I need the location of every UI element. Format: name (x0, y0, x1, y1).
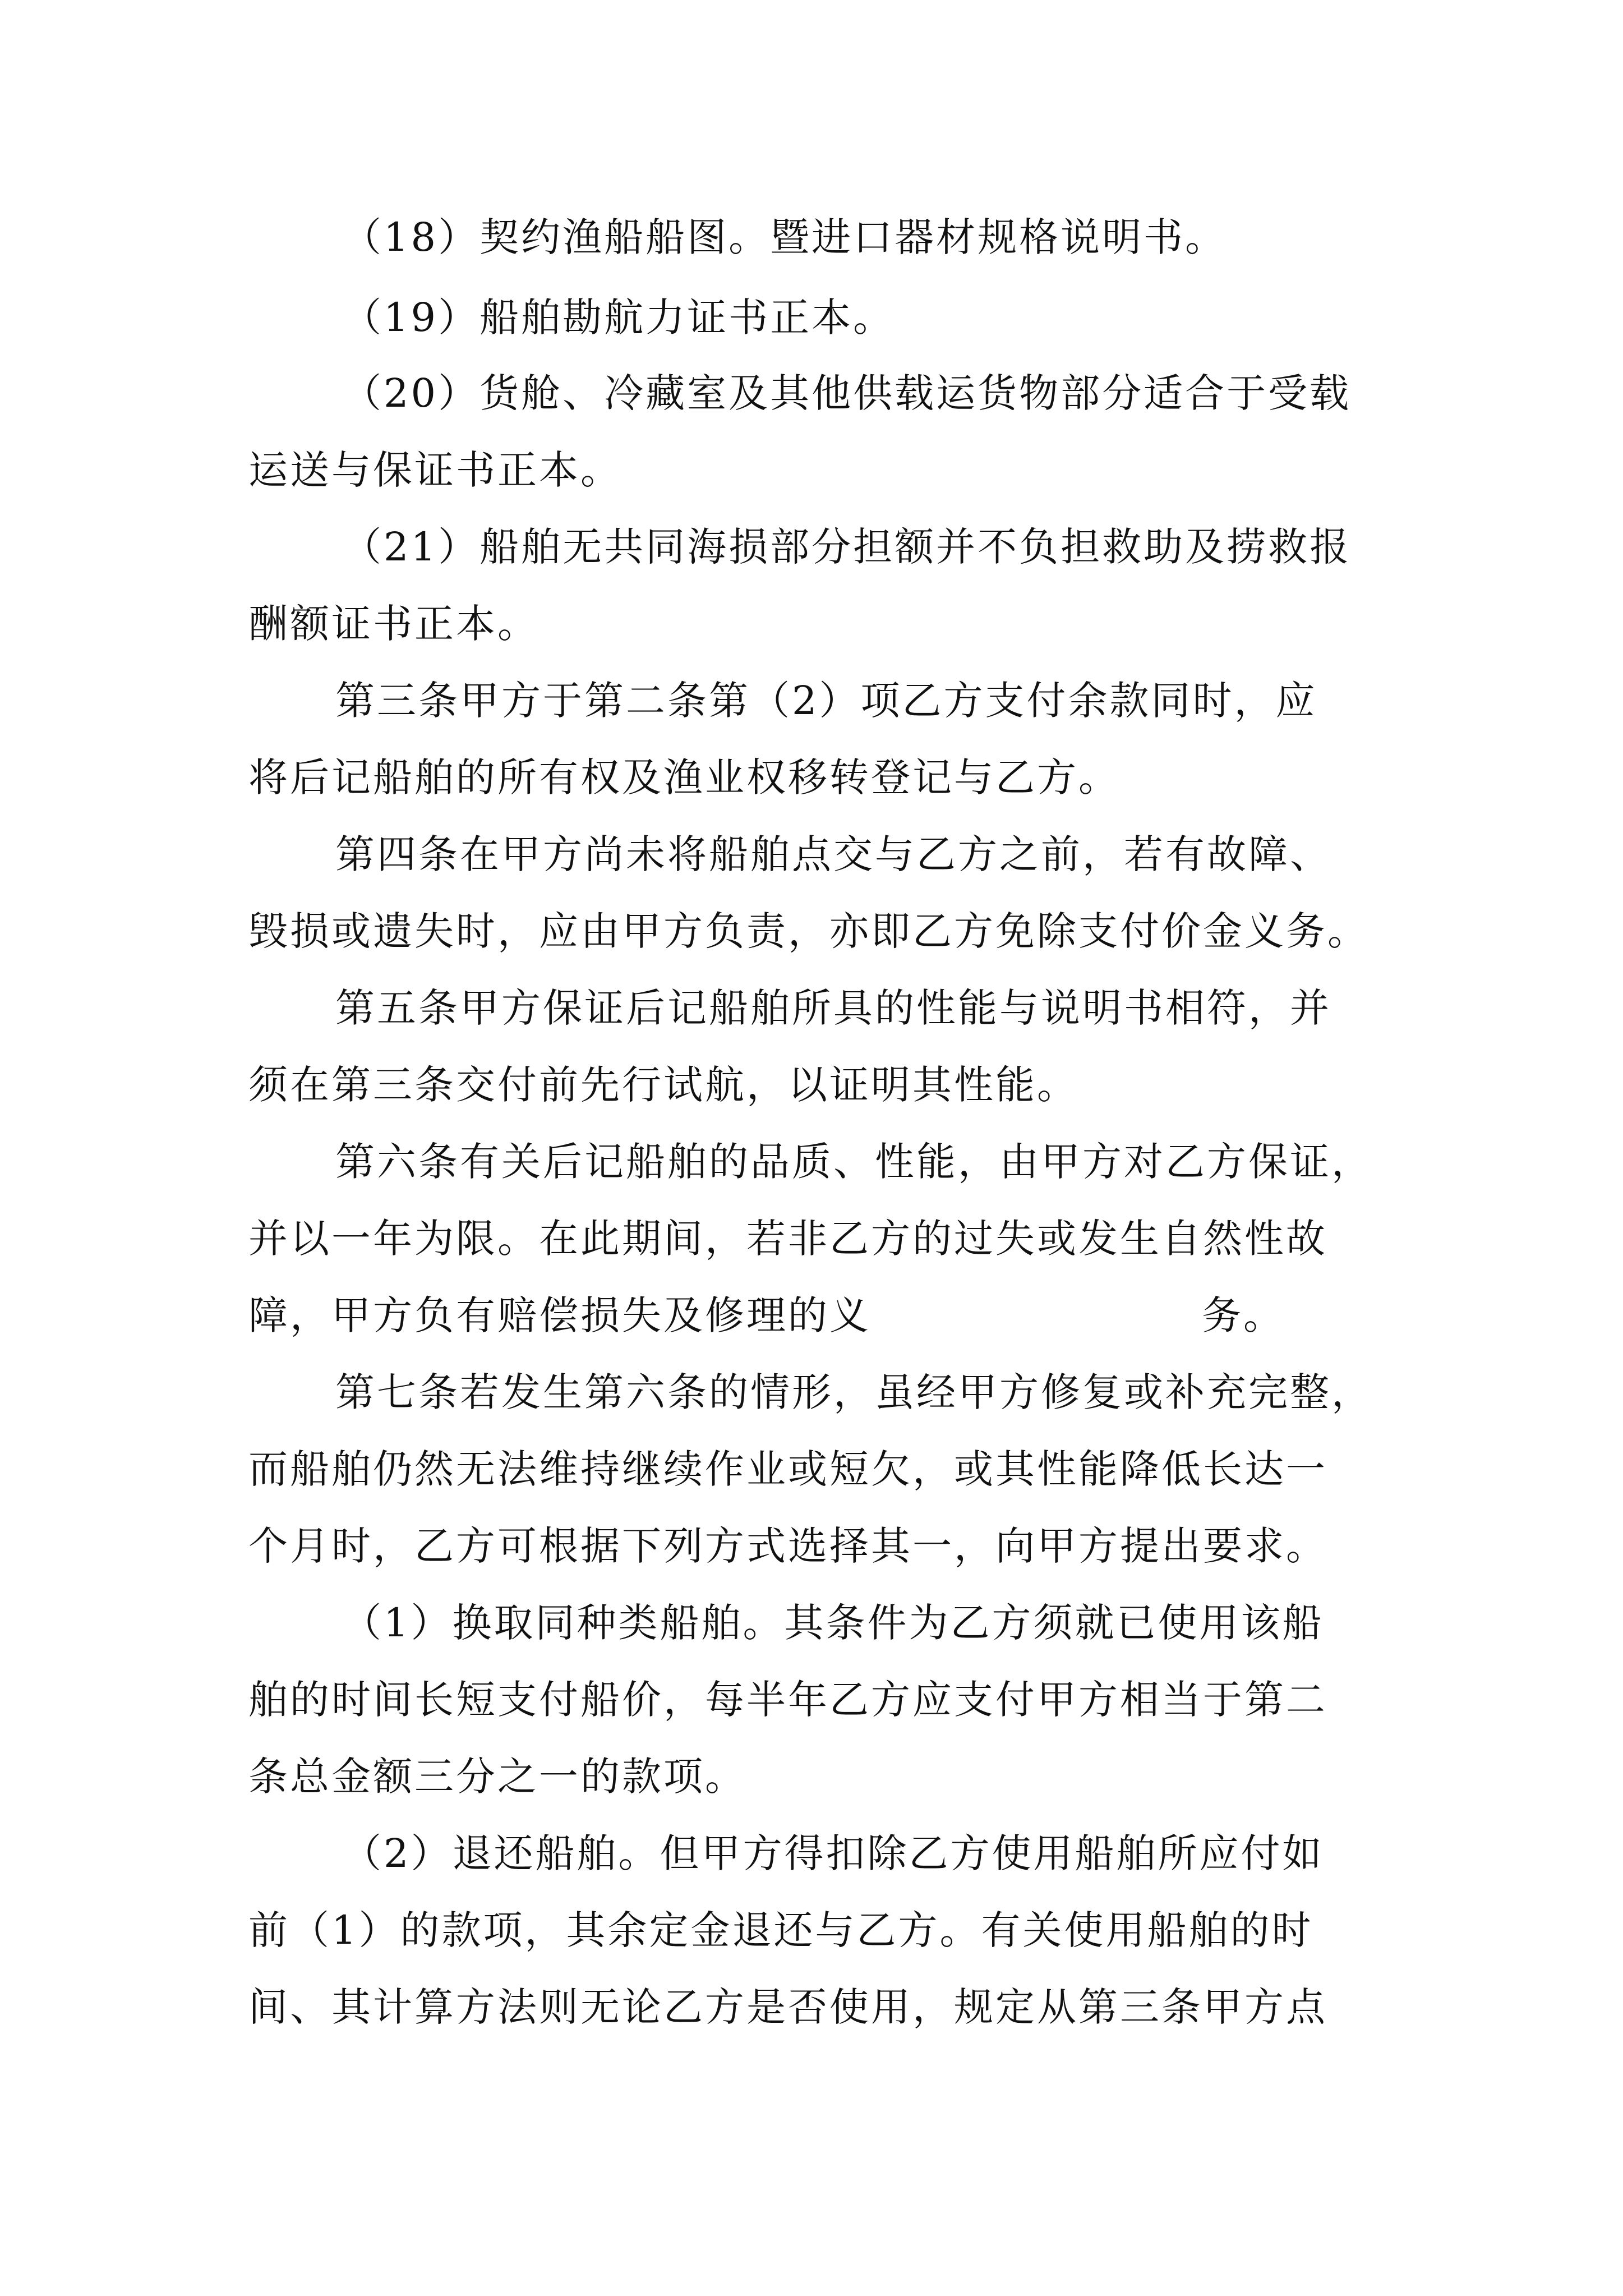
text-line: （19）船舶勘航力证书正本。 (342, 295, 895, 341)
text-line: 毁损或遗失时，应由甲方负责，亦即乙方免除支付价金义务。 (248, 908, 1369, 954)
text-line: 而船舶仍然无法维持继续作业或短欠，或其性能降低长达一 (248, 1446, 1327, 1492)
text-line: 个月时，乙方可根据下列方式选择其一，向甲方提出要求。 (248, 1523, 1327, 1569)
text-line (248, 1292, 1285, 1338)
text-line: （20）货舱、冷藏室及其他供载运货物部分适合于受载 (342, 370, 1352, 416)
text-line: 前（1）的款项，其余定金退还与乙方。有关使用船舶的时 (248, 1907, 1313, 1953)
text-line: 间、其计算方法则无论乙方是否使用，规定从第三条甲方点 (248, 1984, 1327, 2030)
text-line: 第四条在甲方尚未将船舶点交与乙方之前，若有故障、 (335, 831, 1331, 877)
text-line: （18）契约渔船船图。暨进口器材规格说明书。 (342, 214, 1227, 260)
text-line: 第七条若发生第六条的情形，虽经甲方修复或补充完整， (335, 1369, 1373, 1415)
text-line: 将后记船舶的所有权及渔业权移转登记与乙方。 (248, 754, 1120, 800)
text-fragment: 障，甲方负有赔偿损失及修理的义 (248, 1292, 871, 1338)
text-line: 须在第三条交付前先行试航，以证明其性能。 (248, 1062, 1078, 1108)
text-line: 条总金额三分之一的款项。 (248, 1754, 746, 1800)
text-line: 酬额证书正本。 (248, 601, 539, 647)
text-line: （2）退还船舶。但甲方得扣除乙方使用船舶所应付如 (342, 1830, 1324, 1876)
text-line: （21）船舶无共同海损部分担额并不负担救助及捞救报 (342, 524, 1352, 570)
text-line: 舶的时间长短支付船价，每半年乙方应支付甲方相当于第二 (248, 1677, 1327, 1723)
text-line: 第六条有关后记船舶的品质、性能，由甲方对乙方保证， (335, 1139, 1373, 1185)
text-line: 第五条甲方保证后记船舶所具的性能与说明书相符，并 (335, 985, 1331, 1031)
text-line: 并以一年为限。在此期间，若非乙方的过失或发生自然性故 (248, 1216, 1327, 1262)
text-fragment: 务。 (1202, 1292, 1285, 1338)
text-line: 第三条甲方于第二条第（2）项乙方支付余款同时，应 (335, 678, 1317, 724)
text-line: （1）换取同种类船舶。其条件为乙方须就已使用该船 (342, 1600, 1324, 1646)
text-line: 运送与保证书正本。 (248, 447, 622, 493)
